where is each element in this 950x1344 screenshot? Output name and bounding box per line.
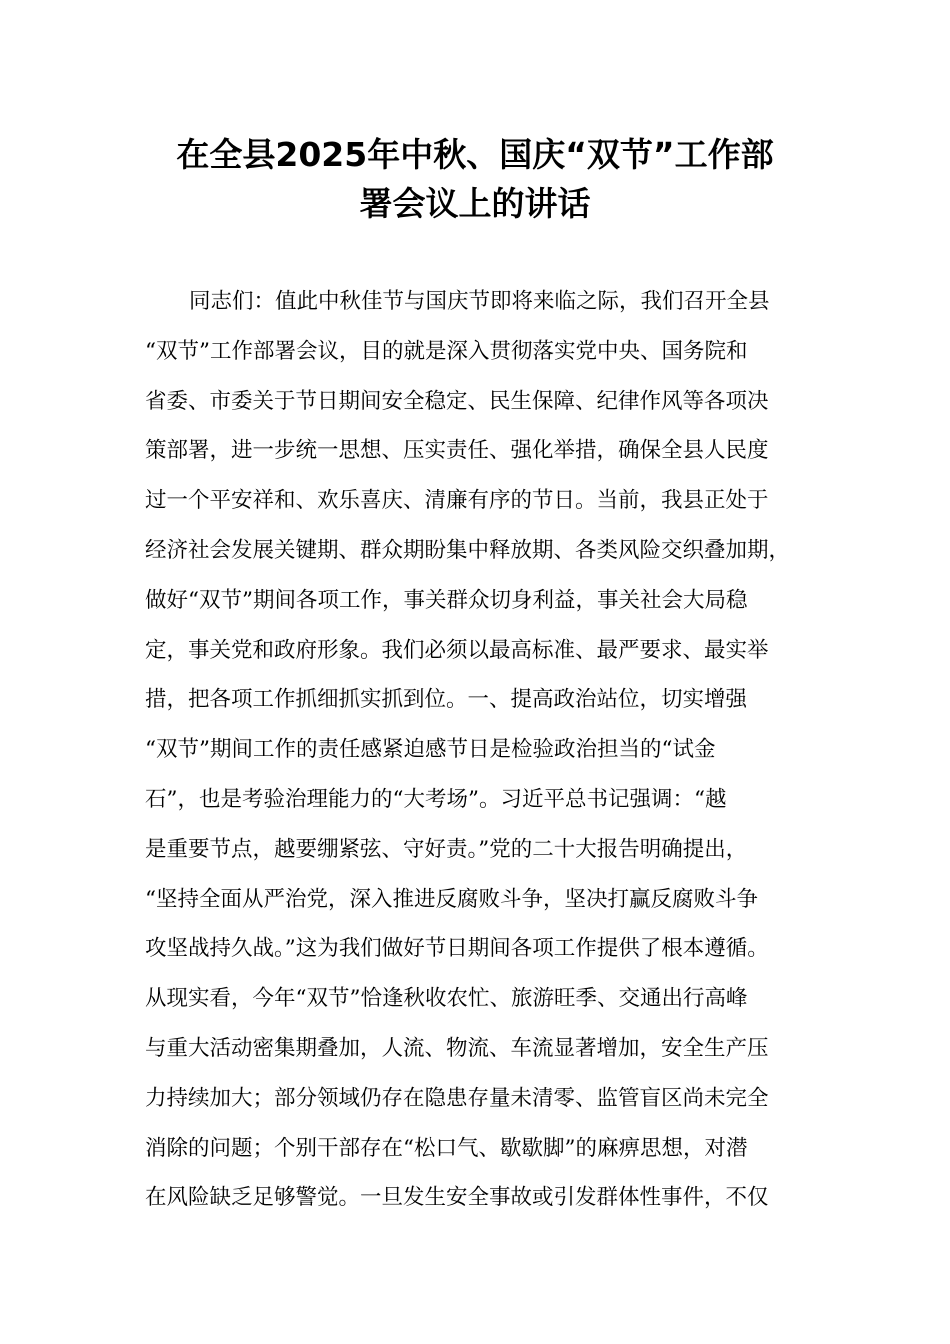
body-line: 与重大活动密集期叠加，人流、物流、车流显著增加，安全生产压	[145, 1035, 769, 1061]
body-line: 过一个平安祥和、欢乐喜庆、清廉有序的节日。当前，我县正处于	[145, 488, 769, 514]
document-title	[100, 130, 850, 228]
body-line: 消除的问题；个别干部存在“松口气、歇歇脚”的麻痹思想，对潜	[145, 1135, 748, 1161]
body-line: “坚持全面从严治党，深入推进反腐败斗争，坚决打赢反腐败斗争	[145, 886, 758, 912]
body-line: 策部署，进一步统一思想、压实责任、强化举措，确保全县人民度	[145, 438, 769, 464]
body-line: 攻坚战持久战。”这为我们做好节日期间各项工作提供了根本遵循。	[145, 936, 769, 962]
body-line: 石”，也是考验治理能力的“大考场”。习近平总书记强调：“越	[145, 786, 727, 812]
body-line: “双节”期间工作的责任感紧迫感节日是检验政治担当的“试金	[145, 737, 716, 763]
body-line: 定，事关党和政府形象。我们必须以最高标准、最严要求、最实举	[145, 637, 769, 663]
body-line: 是重要节点，越要绷紧弦、守好责。”党的二十大报告明确提出，	[145, 836, 748, 862]
title-line-1: 在全县2025年中秋、国庆“双节”工作部	[176, 135, 774, 174]
body-line: 做好“双节”期间各项工作，事关群众切身利益，事关社会大局稳	[145, 587, 748, 613]
body-line: 省委、市委关于节日期间安全稳定、民生保障、纪律作风等各项决	[145, 388, 769, 414]
body-line: 在风险缺乏足够警觉。一旦发生安全事故或引发群体性事件，不仅	[145, 1185, 769, 1211]
body-line: 同志们：值此中秋佳节与国庆节即将来临之际，我们召开全县	[189, 289, 770, 314]
body-line: 力持续加大；部分领域仍存在隐患存量未清零、监管盲区尚未完全	[145, 1085, 769, 1111]
body-line: 经济社会发展关键期、群众期盼集中释放期、各类风险交织叠加期，	[145, 537, 791, 563]
body-line: 措，把各项工作抓细抓实抓到位。一、提高政治站位，切实增强	[145, 687, 748, 713]
document-body	[145, 277, 835, 1223]
title-line-2: 署会议上的讲话	[359, 184, 591, 223]
body-line: 从现实看，今年“双节”恰逢秋收农忙、旅游旺季、交通出行高峰	[145, 986, 748, 1012]
body-line: “双节”工作部署会议，目的就是深入贯彻落实党中央、国务院和	[145, 338, 748, 364]
